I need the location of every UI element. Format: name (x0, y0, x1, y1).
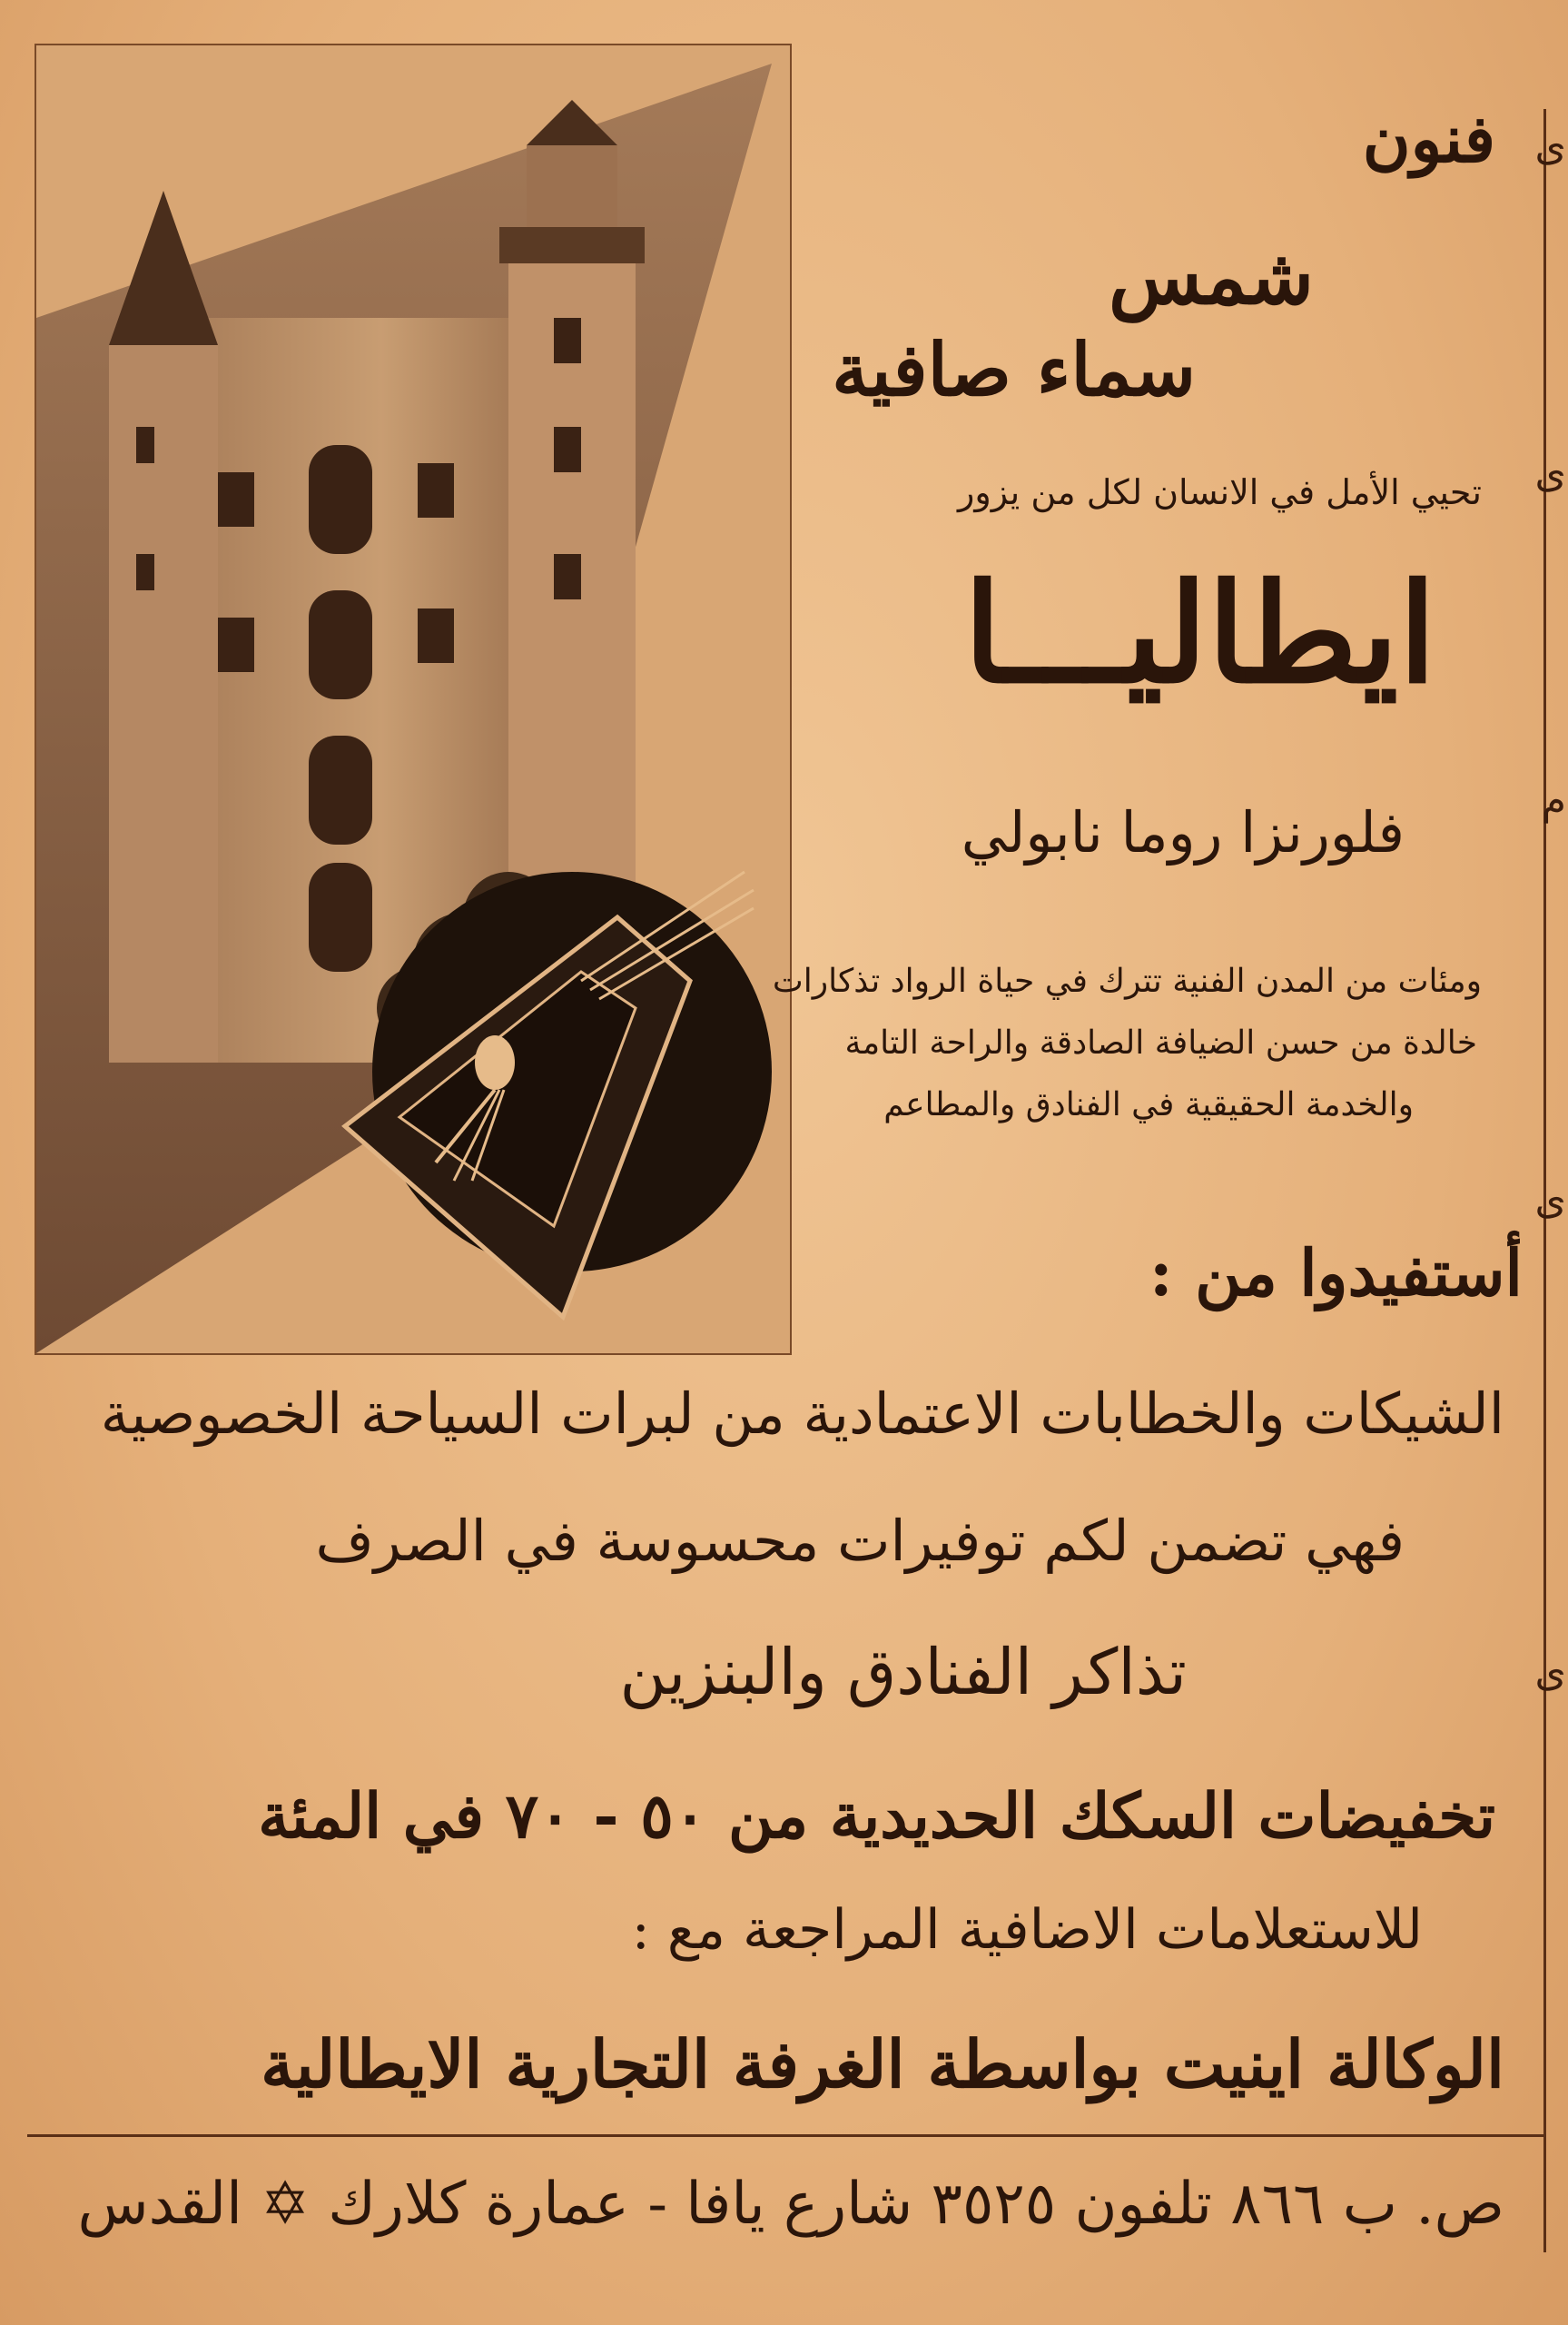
cities-line: فلورنزا روما نابولي (961, 799, 1405, 866)
address-line: ص. ب ٨٦٦ تلفون ٣٥٢٥ شارع يافا - عمارة كلارك ✡ القدس (77, 2171, 1504, 2238)
castle-artwork (36, 45, 790, 1353)
benefit-line-3: تذاكر الفنادق والبنزين (619, 1635, 1187, 1709)
benefit-line-5: للاستعلامات الاضافية المراجعة مع : (631, 1898, 1423, 1962)
body-line-1: ومئات من المدن الفنية تترك في حياة الرواد تذكارات (772, 963, 1482, 1000)
edge-fragment: م (1541, 777, 1566, 824)
clear-sky-heading: سماء صافية (832, 327, 1196, 412)
edge-fragment: ى (1534, 1177, 1566, 1223)
revive-hope-line: تحيي الأمل في الانسان لكل من يزور (958, 472, 1482, 512)
body-line-2: خالدة من حسن الضيافة الصادقة والراحة التامة (844, 1024, 1477, 1062)
benefit-line-4: تخفيضات السكك الحديدية من ٥٠ - ٧٠ في المئة (258, 1780, 1495, 1853)
sun-heading: شمس (1108, 232, 1314, 322)
castle-illustration (35, 44, 792, 1355)
benefit-line-1: الشيكات والخطابات الاعتمادية من لبرات السياحة الخصوصية (100, 1380, 1504, 1447)
left-tower (109, 345, 218, 1063)
edge-fragment: ى (1534, 124, 1566, 170)
benefit-heading: أستفيدوا من : (1149, 1235, 1523, 1311)
agency-line: الوكالة اينيت بواسطة الغرفة التجارية الايطالية (261, 2025, 1504, 2102)
country-title: ايطاليـــا (963, 554, 1436, 714)
adjacent-column-edge (1534, 109, 1568, 2252)
bottom-rule (27, 2134, 1543, 2137)
edge-fragment: ى (1534, 1649, 1566, 1696)
column-heading: فنون (1362, 100, 1495, 177)
edge-fragment: ى (1534, 450, 1566, 497)
body-line-3: والخدمة الحقيقية في الفنادق والمطاعم (883, 1086, 1414, 1123)
benefit-line-2: فهي تضمن لكم توفيرات محسوسة في الصرف (315, 1508, 1405, 1574)
